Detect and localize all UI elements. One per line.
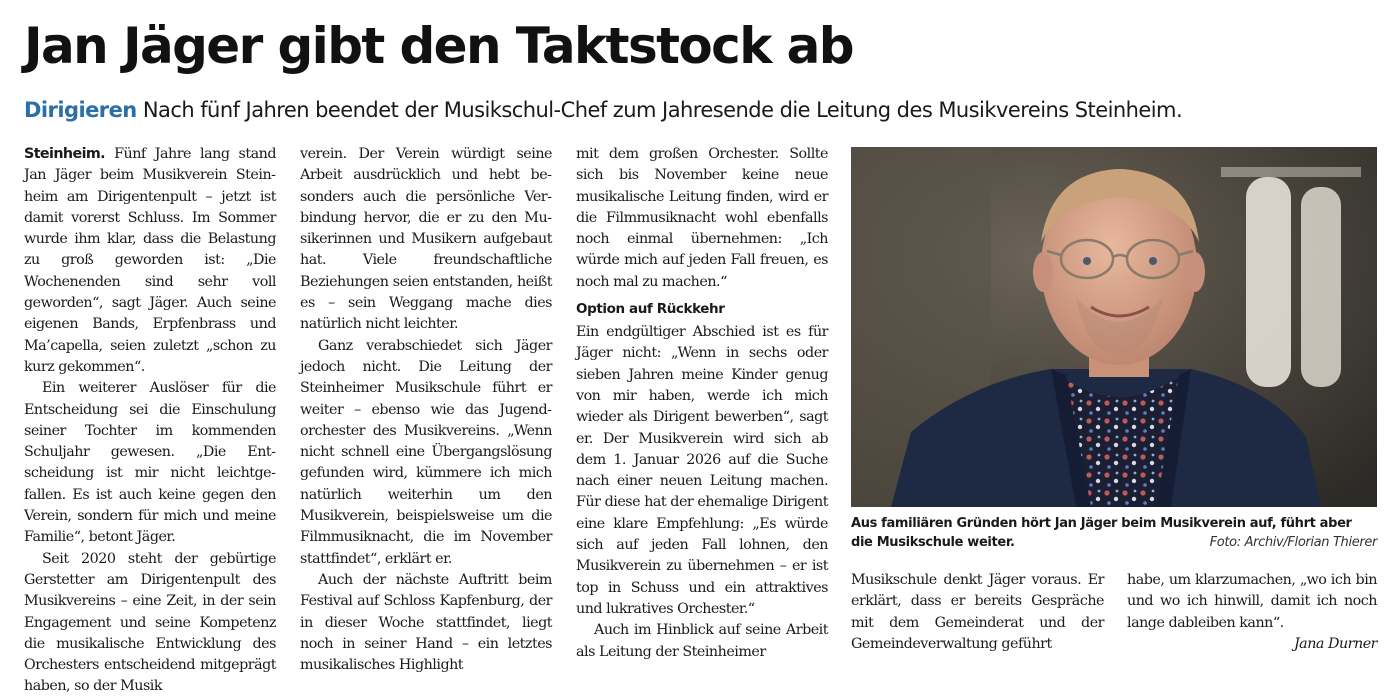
photo-caption (851, 514, 1377, 552)
paragraph: Ein weiterer Auslöser für die Entscheidung sei die Einschulung seiner Tochter im kommenden Schuljahr gewesen. „Die Entscheidung ist mir nicht leichtgefallen. Es ist auch keine gegen den Verein, sondern für mich und meine Familie“, betont Jäger. (24, 380, 276, 546)
paragraph: verein. Der Verein würdigt seine Arbeit ausdrücklich und hebt besonders auch die persönliche Verbindung hervor, die er zu den Musikerinnen und Musikern aufgebaut hat. Viele freundschaftliche Beziehungen seien entstanden, heißt es – sein Weggang mache dies natürlich nicht leichter. (300, 146, 552, 333)
window-light (1301, 187, 1341, 387)
article-kicker: Dirigieren (24, 98, 137, 122)
article-column-4 (851, 570, 1104, 655)
author-name: Jana Durner (1293, 635, 1377, 652)
paragraph: habe, um klarzumachen, „wo ich bin und wo ich hinwill, damit ich noch lange dableiben kann“. (1127, 572, 1377, 631)
window-light (1246, 177, 1291, 387)
paragraph-text: Fünf Jahre lang stand Jan Jäger beim Musikverein Steinheim am Dirigentenpult – jetzt ist damit vorerst Schluss. Im Sommer wurde ihm klar, dass die Belastung zu groß geworden ist: „Die Wochenenden sind sehr voll geworden“, sagt Jäger. Auch seine eigenen Bands, Erpfenbrass und Ma’capella, seien zuletzt „schon zu kurz gekommen“. (24, 146, 276, 375)
subheading: Option auf Rückkehr (576, 301, 725, 318)
paragraph: Ganz verabschiedet sich Jäger jedoch nicht. Die Leitung der Steinheimer Musikschule führt er weiter – ebenso wie das Jugendorchester des Musikvereins. „Wenn nicht schnell eine Übergangslösung gefunden wird, kümmere ich mich natürlich weiterhin um den Musikverein, beispielsweise um die Filmmusiknacht, die im November stattfindet“, erklärt er. (300, 337, 552, 567)
article-headline: Jan Jäger gibt den Taktstock ab (24, 17, 853, 75)
paragraph: Seit 2020 steht der gebürtige Gerstetter am Dirigentenpult des Musikvereins – eine Zeit, in der sein Engagement und seine Kompetenz die musikalische Entwicklung des Orchesters entscheidend mitgeprägt haben, so der Musik (24, 550, 276, 695)
article-subhead-text: Nach fünf Jahren beendet der Musikschul-Chef zum Jahresende die Leitung des Musikvereins Steinheim. (142, 98, 1183, 122)
photo-credit: Foto: Archiv/Florian Thierer (1209, 535, 1377, 550)
paragraph: Musikschule denkt Jäger voraus. Er erklärt, dass er bereits Gespräche mit dem Gemeinderat und der Gemeindeverwaltung geführt (851, 572, 1104, 652)
paragraph: mit dem großen Orchester. Sollte sich bis November keine neue musikalische Leitung finden, wird er die Filmmusiknacht wohl ebenfalls noch einmal übernehmen: „Ich würde mich auf jeden Fall freuen, es noch mal zu machen.“ (576, 146, 828, 290)
caption-text: Aus familiären Gründen hört Jan Jäger beim Musikverein auf, führt aber die Musikschule weiter. (851, 516, 1352, 550)
paragraph: Auch der nächste Auftritt beim Festival auf Schloss Kapfenburg, der in dieser Woche stattfindet, liegt noch in seiner Hand – ein letztes musikalisches Highlight (300, 571, 552, 674)
dateline: Steinheim. (24, 146, 106, 162)
portrait-photo (851, 147, 1377, 507)
paragraph (24, 144, 276, 378)
paragraph: Ein endgültiger Abschied ist es für Jäger nicht: „Wenn in sechs oder sieben Jahren meine Kinder genug von mir haben, werde ich mich wieder als Dirigent bewerben“, sagt er. Der Musikverein wird sich ab dem 1. Januar 2026 auf die Suche nach einer neuen Leitung machen. Für diese hat der ehemalige Dirigent eine klare Empfehlung: „Es würde sich auf jeden Fall lohnen, den Musikverein zu übernehmen – er ist top in Schuss und ein attraktives und lukratives Orchester.“ (576, 324, 828, 617)
article-column-5 (1127, 570, 1377, 655)
article-column-2 (300, 144, 552, 676)
portrait-illustration (851, 147, 1377, 507)
article-column-1 (24, 144, 276, 698)
article-column-3 (576, 144, 828, 663)
article-subhead (24, 94, 1182, 126)
paragraph: Auch im Hinblick auf seine Arbeit als Leitung der Steinheimer (576, 622, 828, 660)
